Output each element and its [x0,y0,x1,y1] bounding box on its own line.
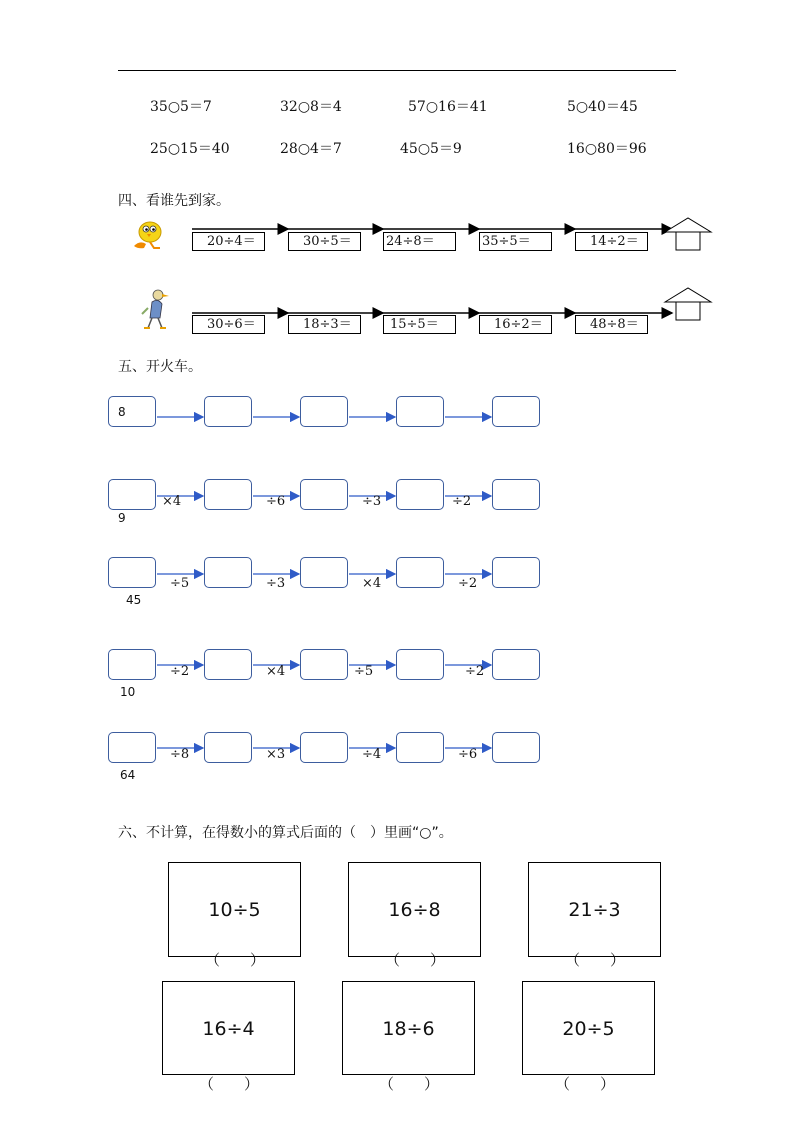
expression-card: 18÷6 [342,981,475,1075]
train-start-number: 64 [120,768,136,782]
train-box[interactable] [396,557,444,588]
expression-card: 16÷4 [162,981,295,1075]
train-operation: ÷2 [458,576,478,591]
race-equation-box[interactable]: 48÷8＝ [575,315,648,334]
answer-parentheses[interactable]: （ ） [385,951,446,969]
train-box[interactable] [396,479,444,510]
train-box[interactable] [492,732,540,763]
race-equation-box[interactable]: 24÷8＝ [383,232,456,251]
train-operation: ÷3 [266,576,286,591]
train-operation: ÷5 [354,664,374,679]
train-operation: ÷5 [170,576,190,591]
race-equation-box[interactable]: 18÷3＝ [288,315,361,334]
train-box[interactable] [204,557,252,588]
equation: 16○80＝96 [567,141,647,157]
house-icon [662,286,714,322]
train-box[interactable] [300,557,348,588]
race-equation-box[interactable]: 35÷5＝ [479,232,552,251]
race-equation-box[interactable]: 20÷4＝ [192,232,265,251]
section-heading-4: 四、看谁先到家。 [118,193,230,209]
train-box[interactable] [108,479,156,510]
answer-parentheses[interactable]: （ ） [205,951,266,969]
train-operation: ÷2 [170,664,190,679]
race-equation-box[interactable]: 15÷5＝ [383,315,456,334]
train-operation: ÷2 [465,664,485,679]
train-box[interactable] [300,479,348,510]
train-box[interactable] [204,479,252,510]
section-heading-6: 六、不计算，在得数小的算式后面的（ ）里画“○”。 [118,825,453,841]
house-icon [662,216,714,252]
train-start-number: 9 [118,511,126,525]
answer-parentheses[interactable]: （ ） [565,951,626,969]
race-equation-box[interactable]: 30÷5＝ [288,232,361,251]
train-box[interactable] [396,732,444,763]
train-operation: ÷6 [458,747,478,762]
train-operation: ×4 [162,494,182,509]
train-box[interactable] [108,732,156,763]
race-equation-box[interactable]: 16÷2＝ [479,315,552,334]
expression-card: 16÷8 [348,862,481,957]
train-operation: ÷6 [266,494,286,509]
expression-card: 21÷3 [528,862,661,957]
train-operation: ×4 [266,664,286,679]
equation: 32○8＝4 [280,99,342,115]
train-box[interactable] [204,649,252,680]
race-equation-box[interactable]: 30÷6＝ [192,315,265,334]
section-heading-5: 五、开火车。 [118,359,202,375]
train-start-number: 45 [126,593,142,607]
equation: 57○16＝41 [408,99,488,115]
race-equation-box[interactable]: 14÷2＝ [575,232,648,251]
train-box[interactable] [300,732,348,763]
train-box[interactable] [492,557,540,588]
equation: 45○5＝9 [400,141,462,157]
equation: 5○40＝45 [567,99,638,115]
train-box[interactable] [492,649,540,680]
expression-card: 10÷5 [168,862,301,957]
duck-icon [138,288,172,330]
train-box[interactable] [300,396,348,427]
answer-parentheses[interactable]: （ ） [379,1075,440,1093]
train-operation: ÷2 [452,494,472,509]
train-box[interactable] [492,479,540,510]
answer-parentheses[interactable]: （ ） [199,1075,260,1093]
train-operation: ÷8 [170,747,190,762]
train-box[interactable] [396,396,444,427]
train-box[interactable]: 8 [108,396,156,427]
train-box[interactable] [492,396,540,427]
train-box[interactable] [300,649,348,680]
train-operation: ÷3 [362,494,382,509]
answer-parentheses[interactable]: （ ） [555,1075,616,1093]
expression-card: 20÷5 [522,981,655,1075]
equation: 28○4＝7 [280,141,342,157]
train-box[interactable] [396,649,444,680]
train-operation: ×3 [266,747,286,762]
train-box[interactable] [204,396,252,427]
train-operation: ×4 [362,576,382,591]
equation: 25○15＝40 [150,141,230,157]
equation: 35○5＝7 [150,99,212,115]
train-box[interactable] [204,732,252,763]
train-start-number: 10 [120,685,136,699]
train-box[interactable] [108,649,156,680]
train-operation: ÷4 [362,747,382,762]
train-box[interactable] [108,557,156,588]
chick-icon [130,218,170,252]
